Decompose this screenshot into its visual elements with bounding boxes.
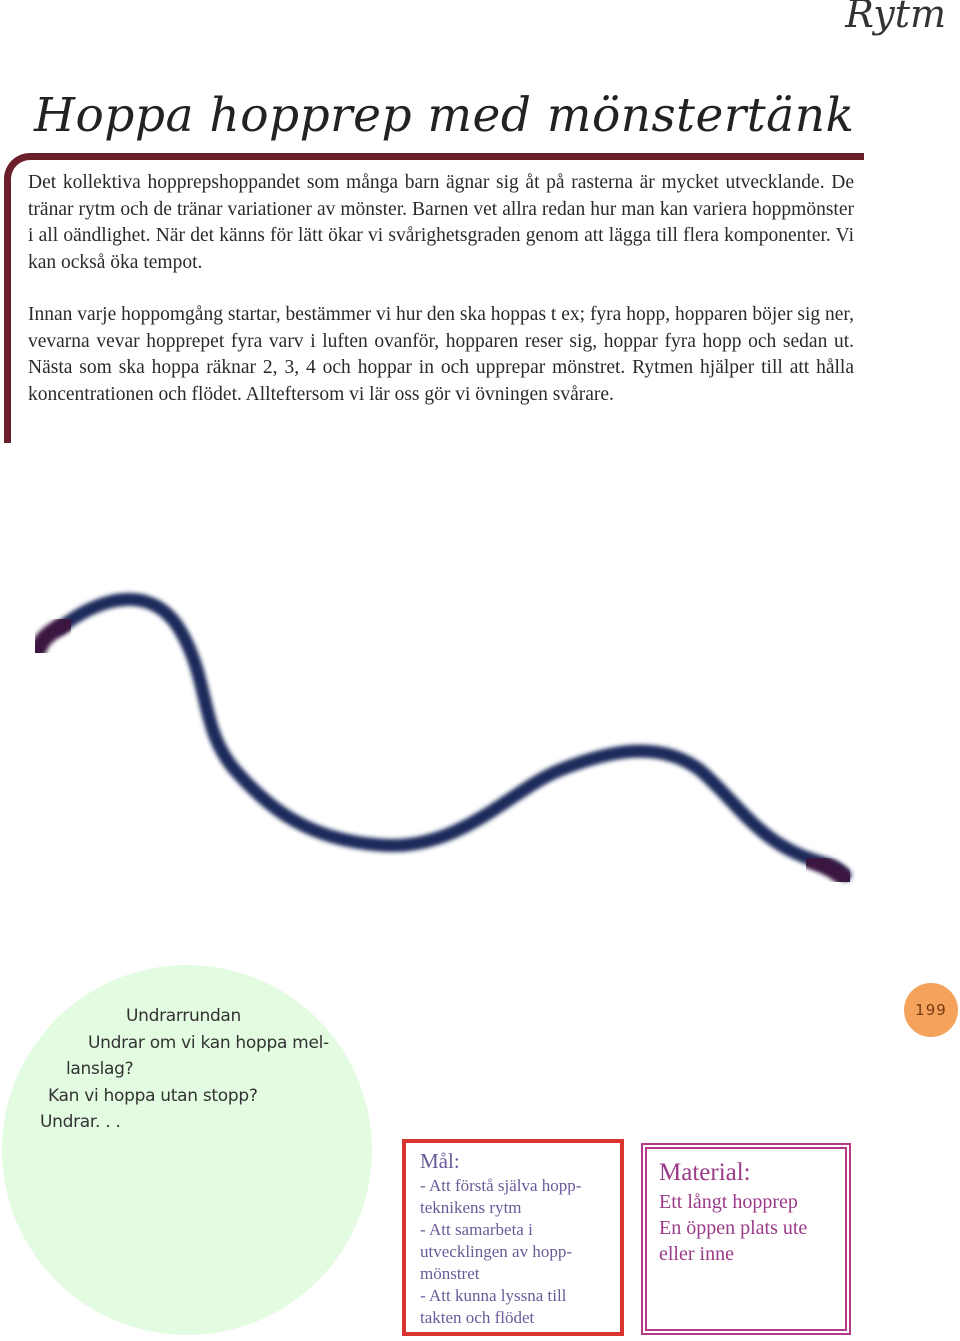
material-title: Material: bbox=[659, 1159, 751, 1186]
material-item: Ett långt hopprep bbox=[659, 1191, 798, 1213]
intro-paragraph: Det kollektiva hopprepshoppandet som många barn ägnar sig åt på rasterna är mycket utvecklande. De tränar rytm och de tränar variationer av mönster. Barnen vet allra redan hur man kan variera hoppmönster i all oändlighet. När det känns för lätt ökar vi svårighetsgraden genom att lägga till flera komponenter. Vi kan också öka tempot. bbox=[28, 172, 854, 273]
rope-line bbox=[60, 599, 845, 875]
goal-item: - Att samarbeta i utvecklingen av hoppmönstret bbox=[420, 1220, 573, 1283]
material-item: En öppen plats ute eller inne bbox=[659, 1217, 808, 1265]
goal-item: - Att kunna lyssna till takten och flödet bbox=[420, 1286, 567, 1327]
goal-item: - Att förstå själva hoppteknikens rytm bbox=[420, 1176, 582, 1217]
instruction-paragraph: Innan varje hoppomgång startar, bestämmer vi hur den ska hoppas t ex; fyra hopp, hopparen böjer sig ner, vevarna vevar hopprepet fyra varv i luften ovanför, hopparen reser sig, hoppar fyra hopp och sedan ut. Nästa som ska hoppa räknar 2, 3, 4 och hoppar in och upprepar mönstret. Rytmen hjälper till att hålla koncentrationen och flödet. Allteftersom vi lär oss gör vi övningen svårare. bbox=[28, 304, 854, 405]
wonder-title: Undrarrundan bbox=[126, 1006, 242, 1026]
wonder-line: Undrar om vi kan hoppa mel- bbox=[88, 1033, 329, 1053]
rope-handle-right bbox=[810, 860, 846, 880]
jump-rope-icon bbox=[0, 560, 960, 920]
page-number: 199 bbox=[904, 983, 958, 1037]
rope-handle-left bbox=[38, 622, 68, 650]
section-title: Rytm bbox=[845, 0, 946, 36]
material-box bbox=[641, 1143, 851, 1335]
wonder-line: lanslag? bbox=[66, 1059, 134, 1079]
goals-title: Mål: bbox=[420, 1149, 460, 1173]
wonder-line: Kan vi hoppa utan stopp? bbox=[48, 1086, 258, 1106]
goals-box bbox=[402, 1139, 624, 1336]
page-title: Hoppa hopprep med mönstertänk bbox=[34, 88, 855, 143]
wonder-line: Undrar. . . bbox=[40, 1112, 121, 1132]
